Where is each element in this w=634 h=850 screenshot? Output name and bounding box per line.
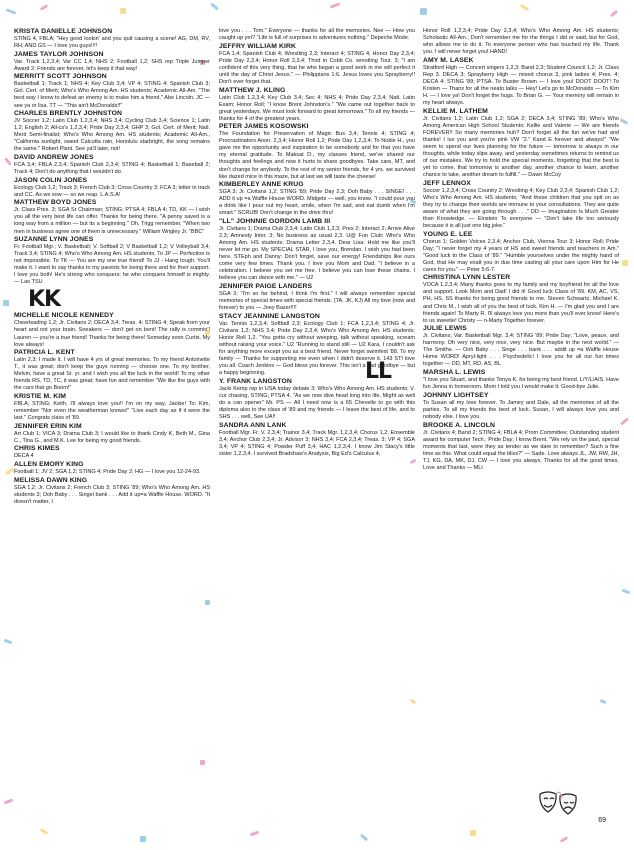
senior-name: JEFF LENNOX <box>423 179 471 187</box>
page-number: 69 <box>598 817 606 824</box>
senior-activities-text: Latin Club 1,2,3,4; Key Club 3,4; Sec 4; NHS 4; Pride Day 2,3,4; Natl. Latin Exam; Honor Roll; "I know Brent Johnston's." "We came out together back to great yesterdays. We must look forward to great tomorrows." To all my friends — thanks for 4 of the greatest years. <box>219 94 415 122</box>
confetti-piece <box>620 417 629 425</box>
senior-activities-text: Honor Roll 1,2,3,4; Pride Day 2,3,4; Who's Who Among Am. HS students; Scholastic All-Am.; Don't remember me for the things I did or said, but for God, who allows me to do it. To everyone person who has touched my life. Thank you. I will never forget you! HAND! <box>423 28 619 56</box>
senior-activities-text: Cheerleading 1,2; Jr. Civitans 2; DECA 3,4; Treas. 4; STING 4; Speak from your heart and not your brain. Sneakers — don't get on bent! The rally is commin'! Lauren — you're a true friend! Thanks for being there! Someday soon Curtis. My love always! <box>14 320 210 348</box>
senior-activities-text: To Susan all my love forever. To Jamey and Dale, all the memories of all the parties. To all my friends the best of luck. Susan, I will always love you and nobody else. I love you. <box>423 399 619 420</box>
senior-name: CHRIS KIMES <box>14 445 60 453</box>
senior-name: JOHNNY LIGHTSEY <box>423 391 489 399</box>
senior-entry <box>14 423 210 445</box>
senior-column-1 <box>14 28 210 506</box>
senior-name: DAVID ANDREW JONES <box>14 153 94 161</box>
senior-activities-text: Basketball 1; Track 1; NHS 4; Key Club 3,4; VP 4; STING 4; Spanish Club 3; Gol. Cert. of Merit; Who's Who Among Am. HS students; Academic All-Am. "The best way I know to defeat an enemy is to make him a friend." Abe Lincoln. JC — see ya or lisa. TT — "This ain't McDonalds!!" <box>14 81 210 109</box>
senior-activities-text: JV Soccer 1,2; Latin Club 1,2,3,4; NHS 3,4; Cycling Club 3,4; Science 1; Latin 1,2; English 2; All-cs's 1,2,3,4; Pride Day 2,3,4; GHP 3; Gol. Cert. of Merit; Natl. Merit Semi-finalist; Who's Who Among Am. HS students; Academic All-Am., "California sunlight, sweet Calcutta rain, Honolulu starbright, the song remains the same." Robert Plant. See ya'll later, not! <box>14 118 210 153</box>
senior-entry <box>423 422 619 472</box>
senior-entry <box>14 445 210 460</box>
senior-activities-text: Jr. Class Pres. 3; SGA Sr Chairman; STING; PTSA 4; FBLA 4; TD, KK — I wish you all the very best life can offer. Thanks for being there. "A penny saved is a long way from a million — but its a beginning." Oh, Trigg remember, "When two men in business agree one of them is unnecessary." William Wrigley Jr. "BBC" <box>14 207 210 235</box>
confetti-piece <box>470 830 476 836</box>
senior-column-2 <box>219 28 415 458</box>
senior-entry <box>14 110 210 153</box>
senior-entry <box>423 108 619 179</box>
senior-activities-text: Latin 2,3; I made it. I will have 4 yrs of great memories. To my friend Antoinette T., it was great; don't keep the guys running — choose one. To my brother, Melvin, have a great Sr. yr. and I wish you all the luck in the world! To my other friends RS, TD, TC, it was great; have fun and remember "We like the guys with the cars that go Boom!" <box>14 357 210 392</box>
senior-activities-text: Football 1; JV 2; SGA 1,2; STING 4; Pride Day 2; HG — I love you 12-24-93. <box>14 469 201 476</box>
senior-name: CHARLES BRENTLY JOHNSTON <box>14 110 123 118</box>
senior-name: YOUNG E. LEE <box>423 230 473 238</box>
senior-entry <box>14 51 210 73</box>
senior-activities-text: FCA 1,4; Spanish Club 4; Wrestling 2,3; Interact 4; STING 4; Honor Day 2,3,4; Pride Day 2,3,4; Honor Roll 2,3,4; Third in Cobb Co. wrestling Tour. 3; "I am confident of this very thing, that he who began a good work in me will perfect it until the day of Christ Jesus." — Philippians 1:6. Jesus loves you Sprayberry!! Don't ever forget that. <box>219 50 415 85</box>
senior-name: JAMES TAYLOR JOHNSON <box>14 50 104 58</box>
senior-name: MERRITT SCOTT JOHNSON <box>14 73 107 81</box>
senior-entry <box>14 477 210 506</box>
comedy-tragedy-masks-icon <box>536 788 582 820</box>
senior-name: KELLIE M. LATHEM <box>423 107 488 115</box>
confetti-piece <box>620 118 628 125</box>
confetti-piece <box>4 799 13 805</box>
senior-name: MICHELLE NICOLE KENNEDY <box>14 312 114 320</box>
confetti-piece <box>250 831 259 837</box>
section-letter-kk: KK <box>28 287 61 313</box>
senior-entry <box>219 28 415 42</box>
senior-entry <box>219 123 415 180</box>
senior-entry <box>423 369 619 391</box>
senior-entry <box>219 181 415 217</box>
senior-name: Y. FRANK LANGSTON <box>219 377 292 385</box>
senior-name: STACY JEANNINE LANGSTON <box>219 312 320 320</box>
senior-activities-text: Var. Tennis 1,2,3,4; Softball 2,3; Ecology Club 1; FCA 1,2,3,4; STING 4; Jr. Civitans 1,2; NHS 3,4; Pride Day 2,3,4; Who's Who Among Am. HS students; Honor Roll 1,2. "You gotta cry without weeping, talk without speaking, scream without raising your voice." U2 "Running to stand still — U2 Kara, I couldn't ask for anything more except you as a best friend. Never forget swimfest '88. To my family — Thanks for supporting me even when I didn't deserve it. 143 STI love you all. Coach Jenkins — God bless you forever. This isn't a sad goodbye — but a happy beginning. <box>219 320 415 377</box>
senior-entry <box>219 422 415 458</box>
confetti-piece <box>4 157 11 165</box>
senior-activities-text: The Foundation for Preservation of Magic Bus 3,4; Tennis 4; STING 4; Procrastinators Anon. 2,3,4; Honor Roll 1,2; Pride Day 1,2,3,4; To Noble H., you gave me the opportunity and inspiration to be somebody and for that you have my eternal gratitude. To Maksat D., my classes friend, we've shared our thoughts and feelings and now it hurts to share goodbyes. Take care, MT, and don't change for anybody. To the rest of my senior friends, for 4 yrs. we survived like dazed mice in this maze, but at last we will taste the cheese! <box>219 131 415 180</box>
confetti-piece <box>140 836 146 842</box>
senior-name: JENNIFER ERIN KIM <box>14 422 82 430</box>
senior-name: BROOKE A. LINCOLN <box>423 421 496 429</box>
confetti-piece <box>205 600 210 605</box>
senior-entry <box>219 378 415 421</box>
senior-entry <box>14 312 210 348</box>
confetti-piece <box>120 8 126 14</box>
senior-entry <box>423 28 619 56</box>
senior-name: KRISTA DANIELLE JOHNSON <box>14 28 113 35</box>
confetti-piece <box>210 2 219 10</box>
senior-entry <box>14 461 210 476</box>
senior-activities-text: DECA 4 <box>14 453 34 460</box>
confetti-piece <box>330 2 340 8</box>
senior-activities-text: Jr. Civitans 4; Band 2; STING 4; FBLA 4; Prom Committee; Outstanding student award for computer Tech.; Pride Day; I know Brent. "We rely on the past, special moments that last, were they as tender as we dare to remember? Such a fine time as this. What could equal the bliss?" — Sade. Love always JL, JW, RW, JH, TJ, KG, DA, MK, DJ, CW — I love you always. Thanks for all the good times. Love and Thanks — MLI <box>423 429 619 471</box>
senior-activities-text: Football Mgr. Fr. V. 2,3,4; Trainor 3,4; Track Mgr. 1,2,3,4; Chorus 1,2; Ensemble 3,4; Anchor Club 2,3,4; Jr. Advisor 3; NHS 3,4; FCA 2,3,4; Treas. 3; VP 4; SGA 3,4; VP 4; STING 4; Powder Puff 3,4; HAC 1,2,3,4. I know Jim Stacy's little sister 1,2,3,4. I survived Bradshaw's Analysis, Big Ed's Calculus 4, <box>219 429 415 457</box>
senior-entry <box>14 73 210 109</box>
senior-name: MATTHEW BOYD JONES <box>14 199 97 207</box>
section-letter-ll: LL <box>365 359 392 384</box>
confetti-piece <box>4 639 13 645</box>
senior-activities-text: STING 4, FBLA; "Hey good lookin' and you quit causing a scene! AG, DM, RV, RH, AND GS — I love you guys!!!! <box>14 36 210 50</box>
confetti-piece <box>410 459 417 465</box>
senior-name: MELISSA DAWN KING <box>14 476 88 484</box>
confetti-piece <box>420 8 427 15</box>
confetti-piece <box>410 698 417 704</box>
confetti-piece <box>360 834 368 841</box>
senior-entry <box>219 87 415 123</box>
senior-name: PATRICIA L. KENT <box>14 349 75 357</box>
senior-activities-text: Jr. Civitans 1,2; Latin Club 1,2; SGA 2; DECA 3,4; STING '89; Who's Who Among American High School Students; Kellie and Valerie — We are friends FOREVER!! So many memories huh? Don't forget all the fun we've had and thanks! I luv you and you're pink VW "2." Kand E forever and always!" "We seem to spend our lives planning for the future — tomorrow is always in our thoughts, while today slips away, and yesterday sometimes returns to remind us of our mistakes. We try to hold the special moments, forgetting that the best is yet to come, that tomorrow is another day, another chance to learn, another chance to take, another dream to fulfill." — Dawn McCoy <box>423 115 619 179</box>
senior-name: SUZANNE LYNN JONES <box>14 236 94 244</box>
senior-entry <box>219 43 415 86</box>
confetti-piece <box>40 828 48 835</box>
senior-activities-text: Stratford High — Concert singers 1,2,3; Band 2,3; Student Council 1,2; Jr. Class Rep 3. DECA 3; Sprayberry High — mixed chorus 3, pink ladies 4; Pres. 4; DECA 4; STING '89; PTSA. To Buster Brown — I love you! DOOT DOOT! To Kristen — Thanx for all the neato talks — Hey! Let's go to McDonalds — To Kim H. — I love ya! Don't forget the hugs. To Brian G. — Your memory will remain in my heart always. <box>423 64 619 107</box>
senior-entry <box>219 218 415 282</box>
senior-activities-text: Jr. Civitans; Var. Basketball Mgr. 3,4; STING '89; Pride Day; "Love, peace, and harmony. Oh very nice, very nice, very nice. But maybe in the next world." — The Smiths. — Ooh Baby . . . Singe . . . bank . . . addit up =a Waffle House Home WORD! Apryl-light . . . Psychedelic! I love you for all our fun times together — DD, MT, RD, AS, BL <box>423 333 619 368</box>
senior-name: PETER JAMES KOSOWSKI <box>219 123 309 131</box>
senior-name: JEFFRY WILLIAM KIRK <box>219 42 297 50</box>
confetti-piece <box>622 260 628 266</box>
confetti-piece <box>5 468 14 475</box>
senior-entry <box>14 154 210 176</box>
senior-activities-text: SGA 3; "I'm so far behind, I think I'm first." I will always remember special memories of special times with special friends. (TA, JK, KJ) All my love (now and forever) to you — Joey Bazer!!!! <box>219 290 415 312</box>
senior-name: CHRISTINA LYNN LESTER <box>423 274 511 282</box>
senior-name: JULIE LEWIS <box>423 325 467 333</box>
senior-activities-text: Jr. Civitans 1; Drama Club 2,3,4; Latin Club 1,2,3; Pres 2; Interact 2; Arrive Alive 2,3; Amnesty Inter. 3; No business as usual 2,3. U@ Fun Club; Who's Who Among Am. HS students; Drama Letter 2,3,4. Dear Lisa: Hold me like you'll never let me go. My SPECIAL STAR, I love you, Brendan. I wish you had been here. STEph and Danny: Don't forget, save our energy! Friendships like ours come very few times. Thank you. I love you Mom and Dad. "I believe in a celebration. I believe you set me free. I believe you can lose these chains. I believe you can dance with me." — U2 <box>219 226 415 282</box>
senior-activities-text: Soccer 1,2,3,4; Cross Country 2; Wrestling 4; Key Club 2,3,4; Spanish Club 1,2; Who's Who Among Am. HS students; "And these children that you spit on as they try to change their worlds are immune to your consultations. They are quite aware of what they are going through . . ." DD — Imagination Is Much Greater than Knowledge. — Einstein To everyone — "Don't take life too seriously because it is all just one big joke." <box>423 187 619 229</box>
senior-activities-text: Fr. Football Mgr.; V. Basketball; V. Softball 2; V Basketball 1,2; V Volleyball 3,4; Track 3,4; STING 4; Who's Who Among Am. HS students; To JP — Perfection is not impossible. To TK — You are my one true friend! To JJ - Hang tough. You'll make it. I want to say thanks to my parents for being there and for their support. I love you both! He's strong who conquers; he who conquers himself is mighty. — Lao TSU <box>14 244 210 286</box>
senior-activities-text: FCA 3,4; FBLA 2,3,4; Spanish Club 2,3,4; STING 4; Basketball 1; Baseball 2; Track 4; Don't do anything that I wouldn't do. <box>14 161 210 176</box>
senior-activities-text: SGA 1,2; Jr. Civitans 2; French Club 3; STING '89; Who's Who Among Am. HS students 3; Ooh Baby . . . Singel bank . . . Add it up=a Waffle House. WORD. "It doesn't matter, I <box>14 484 210 505</box>
senior-column-3 <box>423 28 619 472</box>
senior-entry <box>14 393 210 422</box>
senior-activities-text: Chorus 1; Golden Voices 2,3,4; Anchor Club, Vienna Tour 3; Honor Roll; Pride Day; "I never forget my 4 years of HS and sweet friends and teachers in Am." "Good luck to the Class of '89." "Humble yourselves under the mighty hand of God, that He may exalt you in due time casting all your care upon Him for He cares for you." — Peter 5:6-7. <box>423 238 619 273</box>
senior-entry <box>423 180 619 230</box>
senior-name: SANDRA ANN LANK <box>219 421 287 429</box>
senior-activities-text: love you . . . Tom." Everyone — thanks for all the memories. Nee — How you caught up yet? "Life is full of surprises in adventures nothing." Depeche Mode. <box>219 28 415 42</box>
senior-activities-text: FBLA; STING; Keith, I'll always love you!! I'm on my way, Jackie! To: Kim, remember "Nor even the weatherman knows!" "Live each day as if it were the last." Congrats class of '89. <box>14 401 210 422</box>
senior-activities-text: Ecology Club 1,2; Track 3; French Club 3; Cross Country 3; FCA 3; letter in track and CC. As we sow — so we reap. L.A.S.A! <box>14 184 210 198</box>
senior-activities-text: Var. Track 1,2,3,4; Var CC 1,4; NHS 2; Football 1,2; SHS rep Triple Jumper Award 2; Friends are forever, let's keep it that way! <box>14 58 210 72</box>
senior-name: KIMBERLEY ANNE KRUG <box>219 181 304 189</box>
senior-entry <box>423 325 619 368</box>
senior-activities-text: "I love you Stuart, and thanks Tonya K. for being my best friend. L/Y/L/A/S. Have fun Jenna in homeroom. Mom I told you I would make it. Good-bye Julie. <box>423 377 619 391</box>
confetti-piece <box>622 589 631 595</box>
senior-activities-text: VOCA 1,2,3,4; Many thanks goes to my family and my boyfriend for all the love and support. Look Mom and Dad! I did it! Good luck Class of '89. KM, AC, VS, PH, HS, SS thanks for being good friends to me. Steven Schwartz, Michael K. and Chris M., I wish all of you the best of luck. Kim H. — I'm glad you and I are friends again! To Marty R. I'll always love you more than you'll ever know! Here's to us sweetie! Christy — n-Marty Together forever. <box>423 282 619 324</box>
senior-name: MARSHA L. LEWIS <box>423 369 486 377</box>
senior-entry <box>14 28 210 50</box>
senior-entry <box>423 274 619 324</box>
senior-name: MATTHEW J. KLING <box>219 86 286 94</box>
senior-entry <box>14 199 210 235</box>
senior-name: JASON COLIN JONES <box>14 176 88 184</box>
senior-activities-text: Jacki Kemp rep in USA today debate 3; Who's Who Among Am. HS students; V. cur chasing, STING; PTSA 4. "As we now dive head long into life, Might as well do a can opener" Mr. PS — All I need now is a 65 Chevelle to go with this diploma also to the class of '89 and my friends — I leave the best of life, and to SHS . . . well, See UA!! <box>219 385 415 420</box>
senior-name: KRISTIE M. KIM <box>14 393 66 401</box>
senior-name: "LL" JOHNNIE GORDON LAMB III <box>219 218 331 225</box>
senior-entry <box>219 283 415 312</box>
senior-name: JENNIFER PAIGE LANDERS <box>219 282 313 290</box>
senior-entry <box>14 349 210 392</box>
senior-entry <box>14 236 210 286</box>
confetti-piece <box>6 8 16 14</box>
confetti-piece <box>600 699 607 704</box>
senior-activities-text: SGA 3; Jr. Civitans 1,2; STING '89; Pride Day 2,3; Ooh Baby . . . SINGE! . . . ADD it up =a Waffle House WORD. Midgets — well, you know. "I could pour you a drink like I pour out my heart, smile, when I'm sad, and eat dumb when I'm smart." SCRUB! Don't change in the drive thru! <box>219 189 415 217</box>
confetti-piece <box>560 836 568 843</box>
confetti-piece <box>3 300 9 306</box>
senior-entry <box>423 231 619 274</box>
senior-activities-text: Art Club 1; VICA 3; Drama Club 3; I would like to thank Cindy K, Beth M., Gina C., Tina G., and M.K. Lee for being my good friends. <box>14 430 210 444</box>
confetti-piece <box>520 4 529 11</box>
senior-name: ALLEN EMORY KING <box>14 461 84 469</box>
senior-entry <box>423 57 619 107</box>
confetti-piece <box>610 10 618 17</box>
senior-entry <box>14 177 210 199</box>
senior-name: AMY M. LASEK <box>423 56 474 64</box>
confetti-piece <box>40 4 48 11</box>
confetti-piece <box>200 760 205 765</box>
senior-entry <box>423 392 619 421</box>
